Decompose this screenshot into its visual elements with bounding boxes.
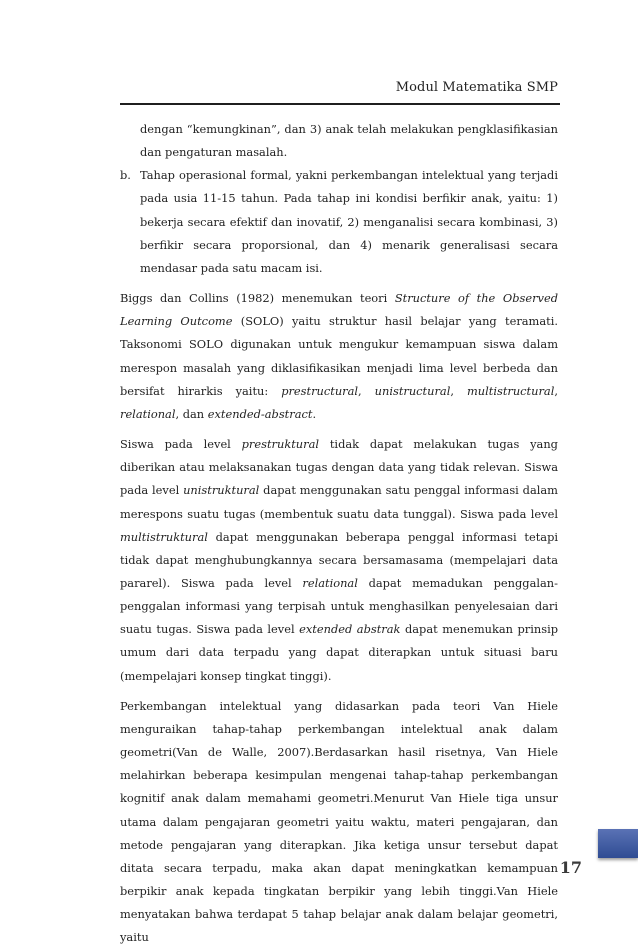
p1-comma-2: , bbox=[450, 383, 467, 398]
p2-text-1: Siswa pada level bbox=[120, 437, 242, 452]
p1-italic-extended-abstract: extended-abstract bbox=[207, 406, 313, 421]
p2-text-4: dapat menggunakan beberapa penggal informasi tetapi tidak dapat menghubungkannya secara bersamasama (mempelajari data pararel). Siswa pada level bbox=[120, 529, 558, 590]
p1-italic-solo: Structure of the Observed Learning Outcome bbox=[120, 291, 558, 329]
p2-italic-multistruktural: multistruktural bbox=[120, 529, 208, 544]
p1-italic-prestructural: prestructural bbox=[281, 383, 359, 398]
p2-italic-relational: relational bbox=[302, 575, 358, 590]
p1-text-1: Biggs dan Collins (1982) menemukan teori bbox=[120, 291, 395, 306]
p2-italic-prestruktural: prestruktural bbox=[241, 437, 320, 452]
page-body bbox=[120, 118, 558, 949]
p1-text-2: (SOLO) yaitu struktur hasil belajar yang teramati. Taksonomi SOLO digunakan untuk mengukur kemampuan siswa dalam merespon masalah yang diklasifikasikan menjadi lima level berbeda dan bersifat hirarkis yaitu: bbox=[120, 314, 558, 398]
p1-italic-unistructural: unistructural bbox=[374, 383, 451, 398]
header-divider bbox=[120, 103, 560, 105]
paragraph-solo-levels bbox=[120, 433, 558, 688]
p2-italic-extended-abstrak: extended abstrak bbox=[299, 622, 401, 637]
p1-text-dan: , dan bbox=[175, 406, 208, 421]
p1-comma-1: , bbox=[358, 383, 375, 398]
p2-text-5: dapat memadukan penggalan-penggalan informasi yang terpisah untuk menghasilkan penyelesaian dari suatu tugas. Siswa pada level bbox=[120, 575, 558, 637]
list-marker-b: b. bbox=[120, 168, 131, 183]
paragraph-van-hiele: Perkembangan intelektual yang didasarkan pada teori Van Hiele menguraikan tahap-tahap perkembangan intelektual anak dalam geometri(Van de Walle, 2007).Berdasarkan hasil risetnya, Van Hiele melahirkan beberapa kesimpulan mengenai tahap-tahap perkembangan kognitif anak dalam memahami geometri.Menurut Van Hiele tiga unsur utama dalam pengajaran geometri yaitu waktu, materi pengajaran, dan metode pengajaran yang diterapkan. Jika ketiga unsur tersebut dapat ditata secara terpadu, maka akan dapat meningkatkan kemampuan berpikir anak kepada tingkatan berpikir yang lebih tinggi.Van Hiele menyatakan bahwa terdapat 5 tahap belajar anak dalam belajar geometri, yaitu bbox=[120, 698, 558, 945]
p2-italic-unistruktural: unistruktural bbox=[183, 483, 260, 498]
p1-italic-multistructural: multistructural bbox=[466, 383, 555, 398]
p2-text-3: dapat menggunakan satu penggal informasi dalam merespons suatu tugas (membentuk suatu data tunggal). Siswa pada level bbox=[120, 483, 558, 521]
p2-text-2: tidak dapat melakukan tugas yang diberikan atau melaksanakan tugas dengan data yang tidak relevan. Siswa pada level bbox=[120, 437, 558, 498]
running-header-title: Modul Matematika SMP bbox=[395, 80, 558, 95]
p2-text-6: dapat menemukan prinsip umum dari data terpadu yang dapat diterapkan untuk situasi baru (mempelajari konsep tingkat tinggi). bbox=[120, 622, 559, 683]
page-number: 17 bbox=[559, 858, 582, 877]
p1-comma-3: , bbox=[554, 383, 558, 398]
list-item-b-text: Tahap operasional formal, yakni perkembangan intelektual yang terjadi pada usia 11-15 tahun. Pada tahap ini kondisi berfikir anak, yaitu: 1) bekerja secara efektif dan inovatif, 2) menganalisi secara kombinasi, 3) berfikir secara proporsional, dan 4) menarik generalisasi secara mendasar pada satu macam isi. bbox=[140, 168, 558, 275]
list-item-b bbox=[120, 164, 558, 280]
continuation-paragraph: dengan “kemungkinan”, dan 3) anak telah melakukan pengklasifikasian dan pengaturan masalah. bbox=[140, 122, 558, 160]
p1-italic-relational: relational bbox=[120, 406, 176, 421]
p1-period: . bbox=[312, 406, 317, 421]
paragraph-solo-theory bbox=[120, 287, 558, 426]
page-corner-tab bbox=[598, 829, 638, 858]
